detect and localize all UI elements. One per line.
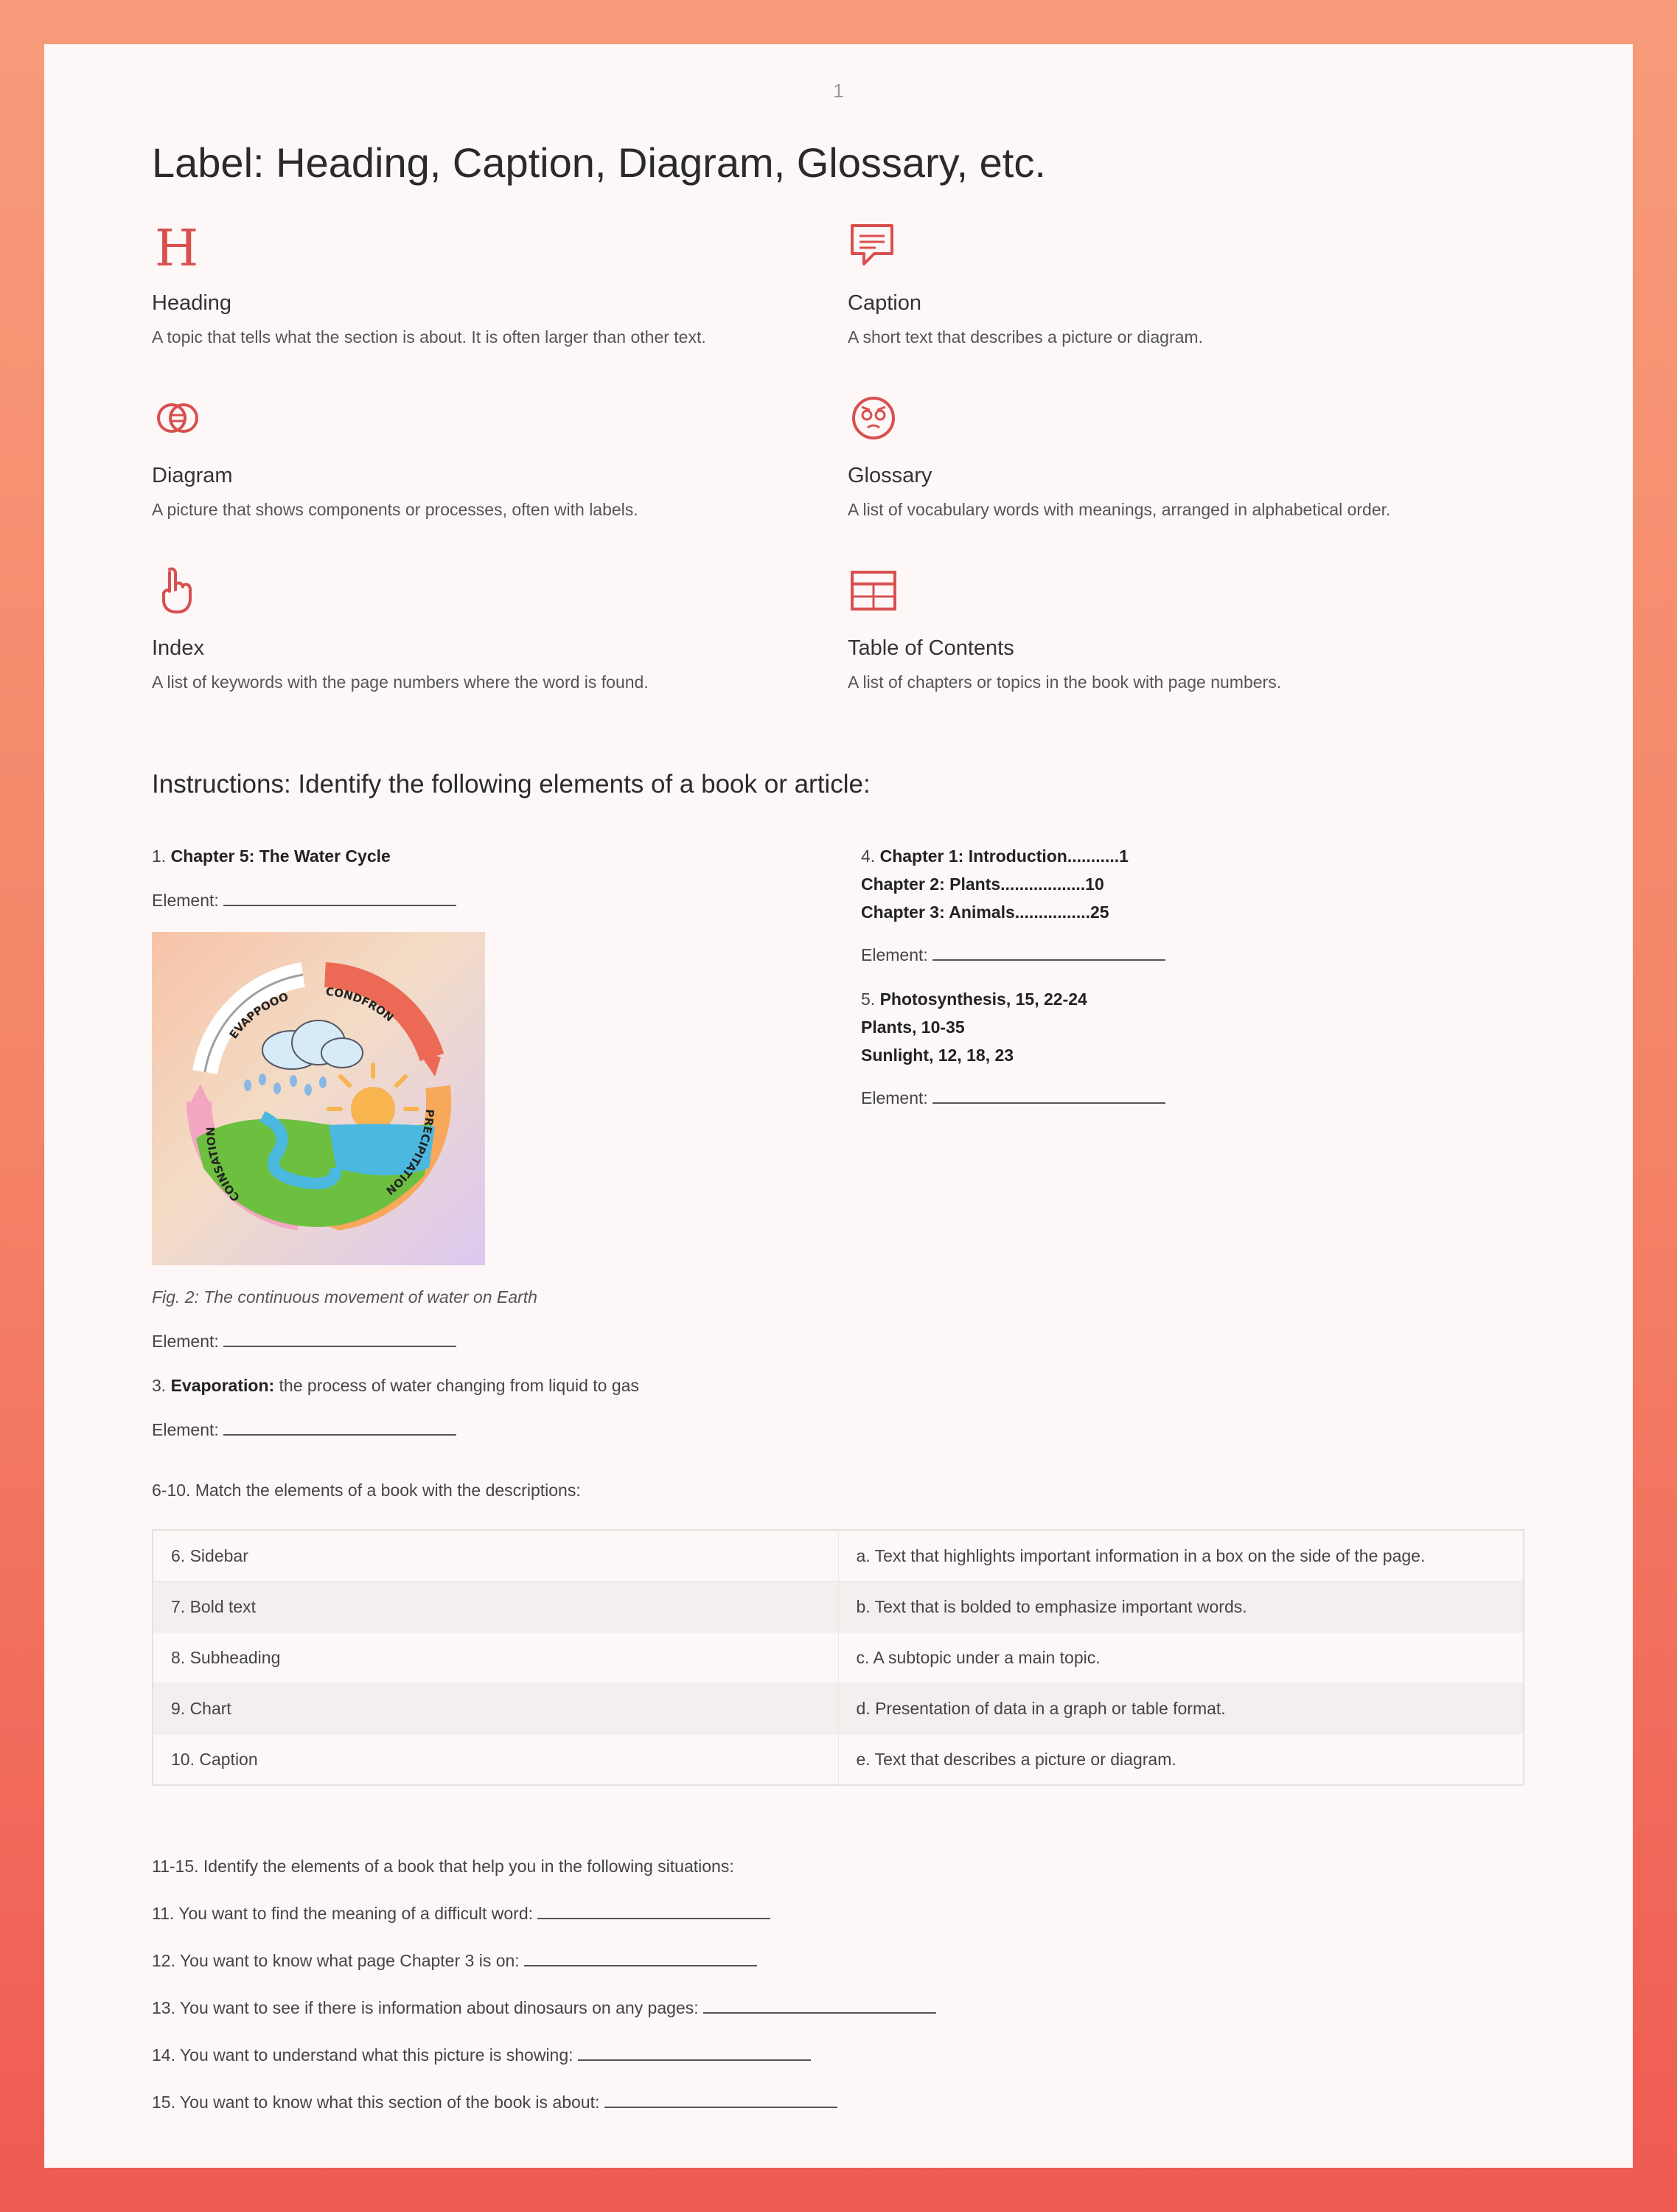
term-table-of-contents [848, 565, 1511, 692]
element-label: Element: [861, 945, 928, 964]
toc-line: Chapter 3: Animals................25 [861, 902, 1109, 922]
match-description: d. Presentation of data in a graph or table format. [838, 1683, 1524, 1734]
table-row [153, 1530, 1524, 1582]
answer-line-3 [152, 1416, 456, 1444]
term-name: Table of Contents [848, 636, 1014, 660]
answer-line-5 [861, 1084, 1165, 1112]
index-line: Sunlight, 12, 18, 23 [861, 1046, 1014, 1065]
term-desc: A picture that shows components or processes, often with labels. [152, 500, 638, 519]
table-row [153, 1734, 1524, 1786]
situation-text: 15. You want to know what this section of the book is about: [152, 2093, 600, 2112]
term-name: Heading [152, 291, 232, 315]
term-name: Diagram [152, 464, 233, 487]
term-name: Index [152, 636, 204, 660]
question-1 [152, 842, 391, 870]
term-desc: A topic that tells what the section is about. It is often larger than other text. [152, 327, 706, 347]
term-caption [848, 220, 1511, 347]
toc-line: Chapter 1: Introduction...........1 [879, 846, 1129, 866]
label-evaporation: EVAPPOOO [226, 990, 290, 1042]
table-icon [848, 565, 899, 616]
answer-line-2 [152, 1327, 456, 1355]
term-index [152, 565, 815, 692]
situation-15 [152, 2088, 837, 2116]
term-heading [152, 220, 815, 347]
pointing-hand-icon [152, 565, 203, 616]
answer-blank[interactable] [223, 890, 456, 906]
element-label: Element: [152, 891, 219, 910]
answer-blank[interactable] [223, 1331, 456, 1347]
term-desc: A list of vocabulary words with meanings, arranged in alphabetical order. [848, 500, 1391, 519]
answer-line-4 [861, 941, 1165, 969]
question-text: the process of water changing from liquid to gas [279, 1376, 639, 1395]
matching-table [152, 1529, 1524, 1786]
label-collection: COINSATION [203, 1127, 243, 1204]
question-number: 5. [861, 990, 876, 1009]
table-row [153, 1632, 1524, 1683]
answer-blank[interactable] [537, 1903, 770, 1919]
match-term: 6. Sidebar [153, 1530, 838, 1582]
svg-text:H: H [155, 220, 199, 271]
page-title: Label: Heading, Caption, Diagram, Glossary, etc. [152, 139, 1046, 186]
element-label: Element: [861, 1088, 928, 1107]
answer-line-1 [152, 886, 456, 914]
question-text: Chapter 5: The Water Cycle [170, 846, 391, 866]
venn-icon [152, 392, 203, 444]
term-name: Caption [848, 291, 921, 315]
table-row [153, 1582, 1524, 1632]
term-name: Glossary [848, 464, 932, 487]
situation-text: 11. You want to find the meaning of a difficult word: [152, 1904, 533, 1923]
match-description: c. A subtopic under a main topic. [838, 1632, 1524, 1683]
toc-line: Chapter 2: Plants..................10 [861, 874, 1104, 894]
answer-blank[interactable] [703, 1997, 936, 2014]
answer-blank[interactable] [524, 1950, 757, 1966]
situation-11 [152, 1899, 770, 1927]
question-term: Evaporation: [170, 1376, 275, 1395]
situation-text: 14. You want to understand what this picture is showing: [152, 2045, 573, 2065]
term-glossary [848, 392, 1511, 520]
match-term: 7. Bold text [153, 1582, 838, 1632]
match-description: e. Text that describes a picture or diagram. [838, 1734, 1524, 1786]
water-cycle-illustration [152, 932, 485, 1265]
heading-icon [152, 220, 203, 271]
situations-intro: 11-15. Identify the elements of a book that help you in the following situations: [152, 1857, 734, 1876]
match-term: 9. Chart [153, 1683, 838, 1734]
situation-12 [152, 1947, 757, 1975]
page-number: 1 [833, 80, 844, 102]
term-desc: A list of keywords with the page numbers where the word is found. [152, 672, 649, 692]
question-number: 1. [152, 846, 167, 866]
matching-intro: 6-10. Match the elements of a book with the descriptions: [152, 1481, 581, 1500]
match-description: b. Text that is bolded to emphasize important words. [838, 1582, 1524, 1632]
situation-13 [152, 1994, 936, 2022]
speech-bubble-icon [848, 220, 899, 271]
worksheet-page [44, 44, 1633, 2168]
index-line: Photosynthesis, 15, 22-24 [879, 990, 1087, 1009]
question-5 [861, 985, 1087, 1069]
element-label: Element: [152, 1332, 219, 1351]
term-desc: A list of chapters or topics in the book with page numbers. [848, 672, 1282, 692]
term-diagram [152, 392, 815, 520]
answer-blank[interactable] [932, 1088, 1165, 1104]
answer-blank[interactable] [604, 2092, 837, 2108]
instructions-heading: Instructions: Identify the following elements of a book or article: [152, 770, 871, 799]
water-cycle-figure [152, 932, 485, 1265]
table-row [153, 1683, 1524, 1734]
face-icon [848, 392, 899, 444]
label-precipitation: PRECIPITATION [383, 1108, 437, 1198]
situation-text: 12. You want to know what page Chapter 3 is on: [152, 1951, 520, 1970]
situation-text: 13. You want to see if there is information about dinosaurs on any pages: [152, 1998, 699, 2017]
match-description: a. Text that highlights important information in a box on the side of the page. [838, 1530, 1524, 1582]
question-4 [861, 842, 1129, 926]
match-term: 8. Subheading [153, 1632, 838, 1683]
figure-caption: Fig. 2: The continuous movement of water on Earth [152, 1287, 537, 1307]
answer-blank[interactable] [223, 1419, 456, 1436]
question-3 [152, 1371, 639, 1399]
match-term: 10. Caption [153, 1734, 838, 1786]
question-number: 4. [861, 846, 876, 866]
answer-blank[interactable] [578, 2045, 811, 2061]
term-desc: A short text that describes a picture or diagram. [848, 327, 1203, 347]
question-number: 3. [152, 1376, 167, 1395]
answer-blank[interactable] [932, 945, 1165, 961]
label-condensation: CONDFRON [325, 984, 397, 1025]
element-label: Element: [152, 1420, 219, 1439]
situation-14 [152, 2041, 811, 2069]
index-line: Plants, 10-35 [861, 1018, 965, 1037]
